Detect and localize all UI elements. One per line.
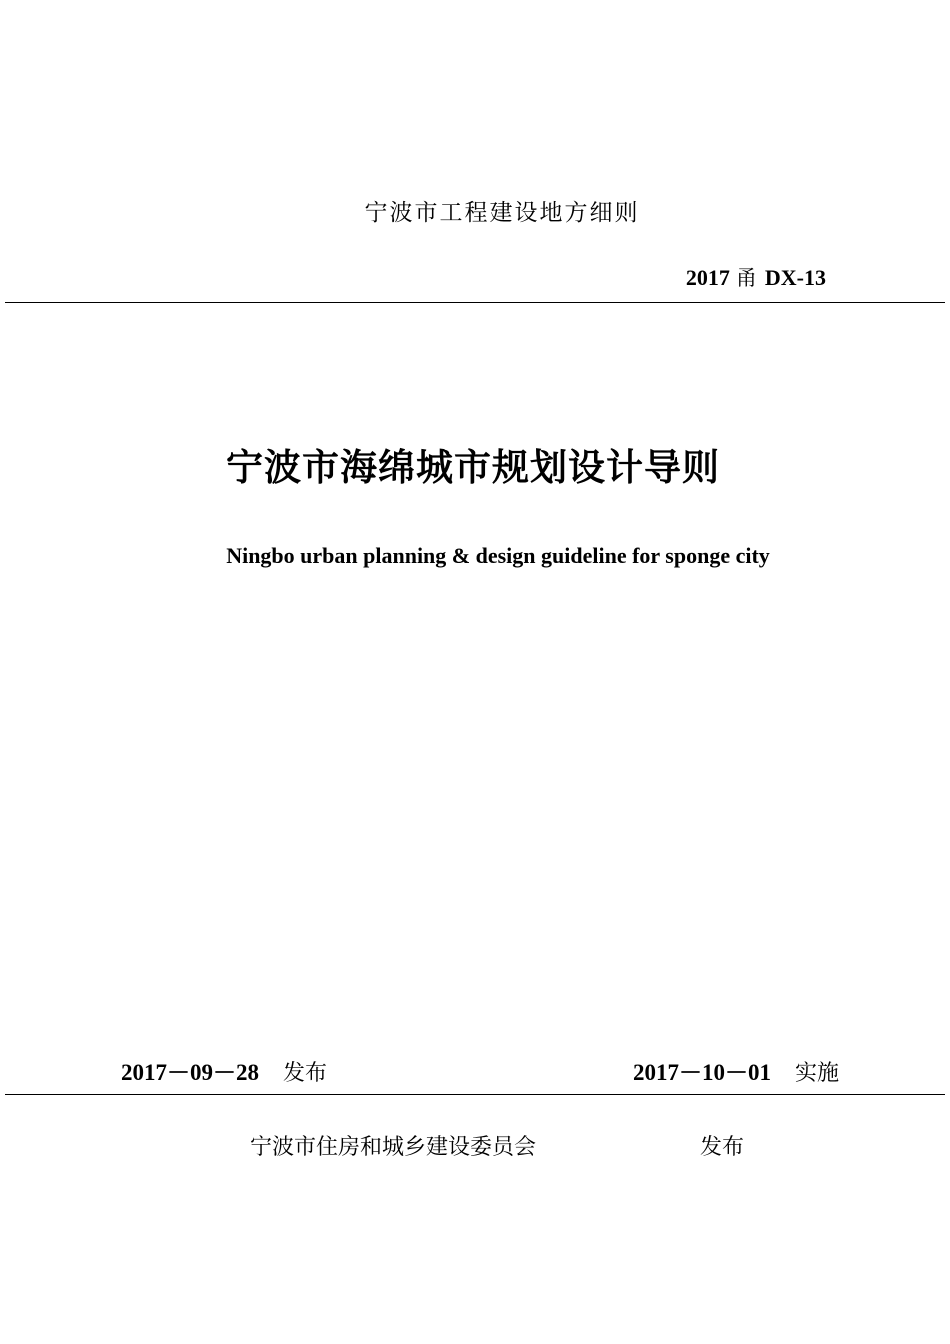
document-code (686, 262, 826, 292)
issue-date: 2017－09－28 (121, 1060, 259, 1085)
code-year: 2017 (685, 265, 730, 290)
top-divider (5, 302, 945, 303)
effective-label: 实施 (795, 1061, 840, 1086)
effective-date-block (633, 1054, 839, 1087)
publisher-action: 发布 (700, 1135, 745, 1160)
issue-date-block (121, 1054, 327, 1087)
code-prefix: 甬 (735, 266, 757, 290)
main-title-english: Ningbo urban planning & design guideline for sponge city (226, 543, 770, 568)
issue-label: 发布 (283, 1061, 328, 1086)
series-title: 宁波市工程建设地方细则 (364, 200, 640, 226)
main-title-text: 宁波市海绵城市规划设计导则 (226, 446, 720, 489)
main-title-chinese (0, 437, 950, 491)
publisher-name: 宁波市住房和城乡建设委员会 (250, 1135, 537, 1160)
effective-date: 2017－10－01 (633, 1060, 771, 1085)
code-number: DX-13 (764, 265, 826, 290)
bottom-divider (5, 1094, 945, 1095)
